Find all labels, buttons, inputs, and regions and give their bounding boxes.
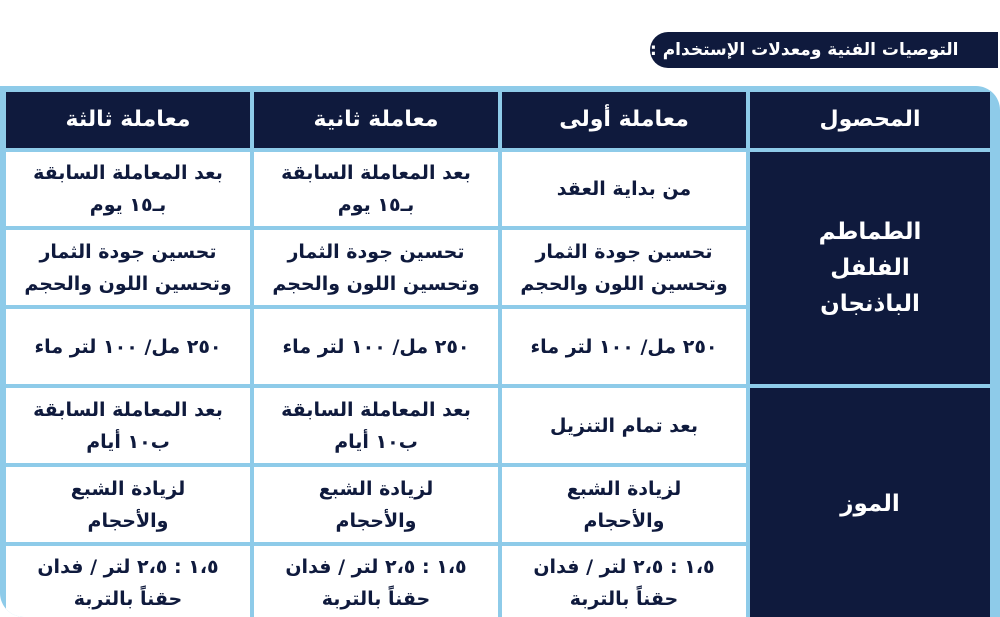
table-cell: بعد تمام التنزيل (502, 388, 746, 463)
header-third-treatment: معاملة ثالثة (6, 92, 250, 148)
crop-cell-tomato-pepper-eggplant: الطماطم الفلفل الباذنجان (750, 152, 990, 384)
table-cell: بعد المعاملة السابقة ب١٠ أيام (6, 388, 250, 463)
table-cell: لزيادة الشبع والأحجام (254, 467, 498, 542)
table-cell: بعد المعاملة السابقة بـ١٥ يوم (254, 152, 498, 226)
recommendations-table (0, 86, 1000, 617)
table-cell: لزيادة الشبع والأحجام (6, 467, 250, 542)
crop-cell-banana: الموز (750, 388, 990, 617)
table-cell: من بداية العقد (502, 152, 746, 226)
table-cell: ١،٥ : ٢،٥ لتر / فدان حقناً بالتربة (502, 546, 746, 617)
table-cell: ١،٥ : ٢،٥ لتر / فدان حقناً بالتربة (6, 546, 250, 617)
table-cell: لزيادة الشبع والأحجام (502, 467, 746, 542)
table-cell: ٢٥٠ مل/ ١٠٠ لتر ماء (254, 309, 498, 384)
header-first-treatment: معاملة أولى (502, 92, 746, 148)
section-title: التوصيات الفنية ومعدلات الإستخدام : (650, 32, 998, 68)
header-crop: المحصول (750, 92, 990, 148)
table-cell: ٢٥٠ مل/ ١٠٠ لتر ماء (502, 309, 746, 384)
table-cell: تحسين جودة الثمار وتحسين اللون والحجم (6, 230, 250, 305)
table-cell: تحسين جودة الثمار وتحسين اللون والحجم (254, 230, 498, 305)
table-cell: بعد المعاملة السابقة بـ١٥ يوم (6, 152, 250, 226)
header-second-treatment: معاملة ثانية (254, 92, 498, 148)
table-cell: بعد المعاملة السابقة ب١٠ أيام (254, 388, 498, 463)
table-cell: ١،٥ : ٢،٥ لتر / فدان حقناً بالتربة (254, 546, 498, 617)
table-cell: تحسين جودة الثمار وتحسين اللون والحجم (502, 230, 746, 305)
table-cell: ٢٥٠ مل/ ١٠٠ لتر ماء (6, 309, 250, 384)
